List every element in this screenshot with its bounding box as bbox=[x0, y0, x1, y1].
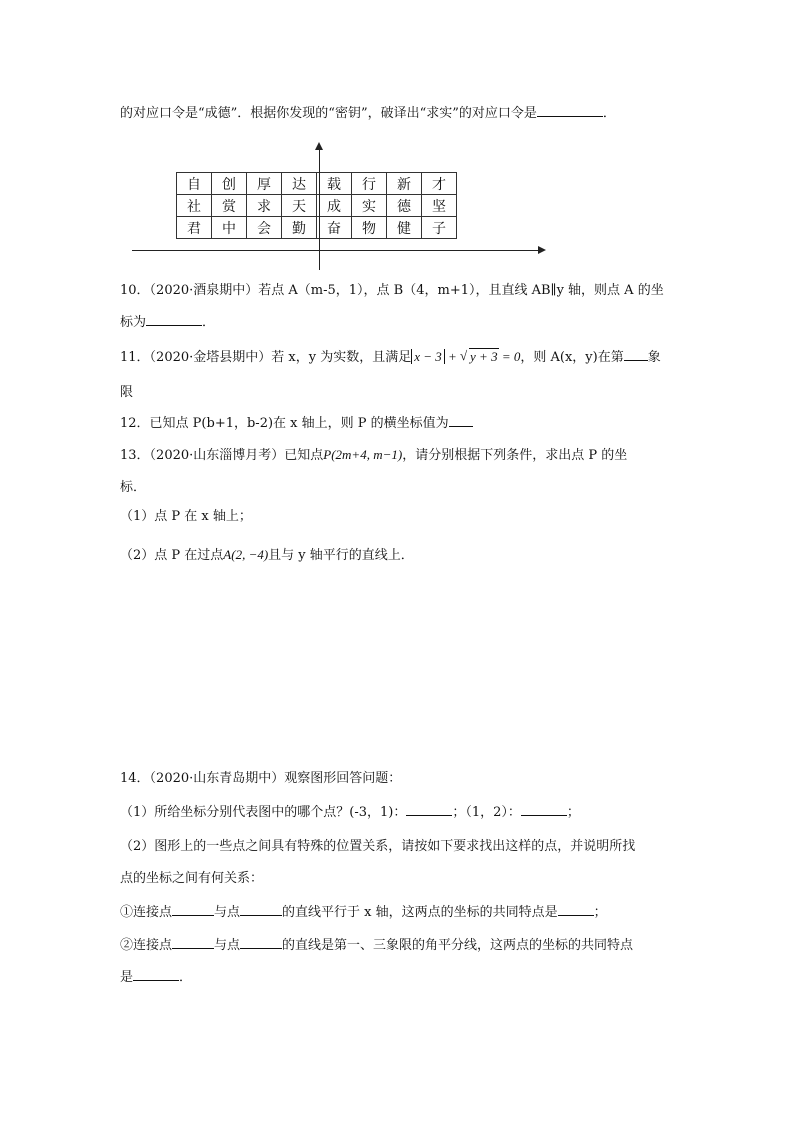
character-grid bbox=[176, 172, 457, 239]
grid-cell: 创 bbox=[212, 173, 247, 195]
grid-cell: 德 bbox=[387, 195, 422, 217]
grid-cell: 自 bbox=[177, 173, 212, 195]
x-axis bbox=[132, 250, 544, 251]
abs-expression: x − 3 bbox=[411, 349, 445, 364]
question-11-text: 11．（2020·金塔县期中）若 x，y 为实数，且满足 bbox=[120, 350, 412, 365]
question-14-part-2-line2 bbox=[120, 870, 263, 888]
grid-cell: 健 bbox=[387, 217, 422, 239]
answer-blank[interactable] bbox=[146, 313, 202, 326]
part-2-suffix: 且与 y 轴平行的直线上． bbox=[268, 548, 414, 563]
part-2-text: （2）图形上的一些点之间具有特殊的位置关系，请按如下要求找出这样的点，并说明所找 bbox=[120, 839, 636, 854]
y-axis-arrow-icon bbox=[315, 142, 323, 150]
grid-cell: 天 bbox=[282, 195, 317, 217]
equals-zero: = 0 bbox=[498, 349, 521, 364]
question-10-line2 bbox=[120, 313, 215, 332]
grid-cell: 实 bbox=[352, 195, 387, 217]
grid-cell: 厚 bbox=[247, 173, 282, 195]
cipher-grid-figure bbox=[120, 140, 570, 280]
answer-blank[interactable] bbox=[624, 348, 648, 361]
period: ． bbox=[602, 106, 616, 121]
grid-cell: 坚 bbox=[422, 195, 457, 217]
question-13-part-2 bbox=[120, 546, 414, 565]
question-14-title: 14．（2020·山东青岛期中）观察图形回答问题： bbox=[120, 771, 402, 786]
grid-cell: 新 bbox=[387, 173, 422, 195]
grid-row bbox=[177, 195, 457, 217]
condition-1-end: ； bbox=[593, 905, 607, 920]
plus-sign: + bbox=[444, 349, 461, 364]
question-14-condition-2 bbox=[120, 936, 633, 955]
grid-cell: 君 bbox=[177, 217, 212, 239]
condition-1-mid: 与点 bbox=[214, 905, 241, 920]
part-1-end: ； bbox=[566, 805, 580, 820]
question-11-mid: ，则 A(x，y)在第 bbox=[520, 350, 624, 365]
grid-cell: 子 bbox=[422, 217, 457, 239]
question-9-tail bbox=[120, 104, 616, 123]
question-10-text: 10．（2020·酒泉期中）若点 A（m-5，1），点 B（4，m+1），且直线 AB∥y 轴，则点 A 的坐 bbox=[120, 283, 664, 298]
question-11-line2 bbox=[120, 384, 133, 402]
grid-cell: 才 bbox=[422, 173, 457, 195]
question-12 bbox=[120, 414, 473, 433]
answer-blank[interactable] bbox=[558, 903, 594, 916]
question-14-part-2 bbox=[120, 838, 635, 856]
grid-cell: 勤 bbox=[282, 217, 317, 239]
answer-blank[interactable] bbox=[172, 903, 214, 916]
question-13-suffix: ，请分别根据下列条件，求出点 P 的坐 bbox=[402, 448, 628, 463]
y-axis bbox=[319, 148, 320, 270]
part-2-text: （2）点 P 在过点 bbox=[120, 548, 224, 563]
grid-cell: 达 bbox=[282, 173, 317, 195]
grid-cell: 会 bbox=[247, 217, 282, 239]
question-13 bbox=[120, 446, 627, 465]
point-p-expression: P(2m+4, m−1) bbox=[323, 447, 403, 462]
answer-blank[interactable] bbox=[240, 936, 282, 949]
sqrt-expression bbox=[460, 348, 499, 366]
grid-cell: 行 bbox=[352, 173, 387, 195]
grid-cell: 载 bbox=[317, 173, 352, 195]
part-1-mid: ；（1，2）： bbox=[452, 805, 521, 820]
question-10 bbox=[120, 282, 664, 300]
question-12-text: 12．已知点 P(b+1，b-2)在 x 轴上，则 P 的横坐标值为 bbox=[120, 416, 449, 431]
grid-cell: 成 bbox=[317, 195, 352, 217]
condition-2-text: ②连接点 bbox=[120, 938, 173, 953]
grid-cell: 赏 bbox=[212, 195, 247, 217]
question-13-line2 bbox=[120, 479, 146, 497]
question-11-suffix: 象 bbox=[647, 350, 661, 365]
condition-2-text-cont: 的直线是第一、三象限的角平分线，这两点的坐标的共同特点 bbox=[282, 938, 634, 953]
question-9-text: 的对应口令是“成德”．根据你发现的“密钥”，破译出“求实”的对应口令是 bbox=[120, 106, 537, 121]
question-13-text: 13．（2020·山东淄博月考）已知点 bbox=[120, 448, 324, 463]
grid-row bbox=[177, 217, 457, 239]
period: ． bbox=[202, 315, 216, 330]
condition-1-text-cont: 的直线平行于 x 轴，这两点的坐标的共同特点是 bbox=[282, 905, 558, 920]
question-11-text-cont: 限 bbox=[120, 385, 134, 400]
grid-cell: 物 bbox=[352, 217, 387, 239]
x-axis-arrow-icon bbox=[538, 246, 546, 254]
point-a-expression: A(2, −4) bbox=[223, 547, 269, 562]
condition-1-text: ①连接点 bbox=[120, 905, 173, 920]
question-14-condition-2-line2 bbox=[120, 968, 192, 987]
part-2-text-cont: 点的坐标之间有何关系： bbox=[120, 871, 264, 886]
answer-blank[interactable] bbox=[133, 968, 179, 981]
question-13-text-cont: 标． bbox=[120, 480, 147, 495]
question-14 bbox=[120, 770, 401, 788]
answer-blank[interactable] bbox=[449, 414, 473, 427]
answer-blank[interactable] bbox=[521, 803, 567, 816]
question-11 bbox=[120, 348, 661, 367]
answer-blank[interactable] bbox=[240, 903, 282, 916]
part-1-text: （1）点 P 在 x 轴上； bbox=[120, 509, 252, 524]
grid-cell: 奋 bbox=[317, 217, 352, 239]
question-14-condition-1 bbox=[120, 903, 607, 922]
part-1-text: （1）所给坐标分别代表图中的哪个点？(-3，1)： bbox=[120, 805, 407, 820]
grid-cell: 求 bbox=[247, 195, 282, 217]
grid-cell: 社 bbox=[177, 195, 212, 217]
period: ． bbox=[179, 970, 193, 985]
condition-2-mid: 与点 bbox=[214, 938, 241, 953]
answer-blank[interactable] bbox=[537, 104, 603, 117]
question-14-part-1 bbox=[120, 803, 580, 822]
answer-blank[interactable] bbox=[406, 803, 452, 816]
question-13-part-1 bbox=[120, 508, 252, 526]
radicand: y + 3 bbox=[470, 349, 498, 364]
answer-blank[interactable] bbox=[172, 936, 214, 949]
grid-row bbox=[177, 173, 457, 195]
grid-cell: 中 bbox=[212, 217, 247, 239]
condition-2-text-line2: 是 bbox=[120, 970, 134, 985]
question-10-text-cont: 标为 bbox=[120, 315, 147, 330]
